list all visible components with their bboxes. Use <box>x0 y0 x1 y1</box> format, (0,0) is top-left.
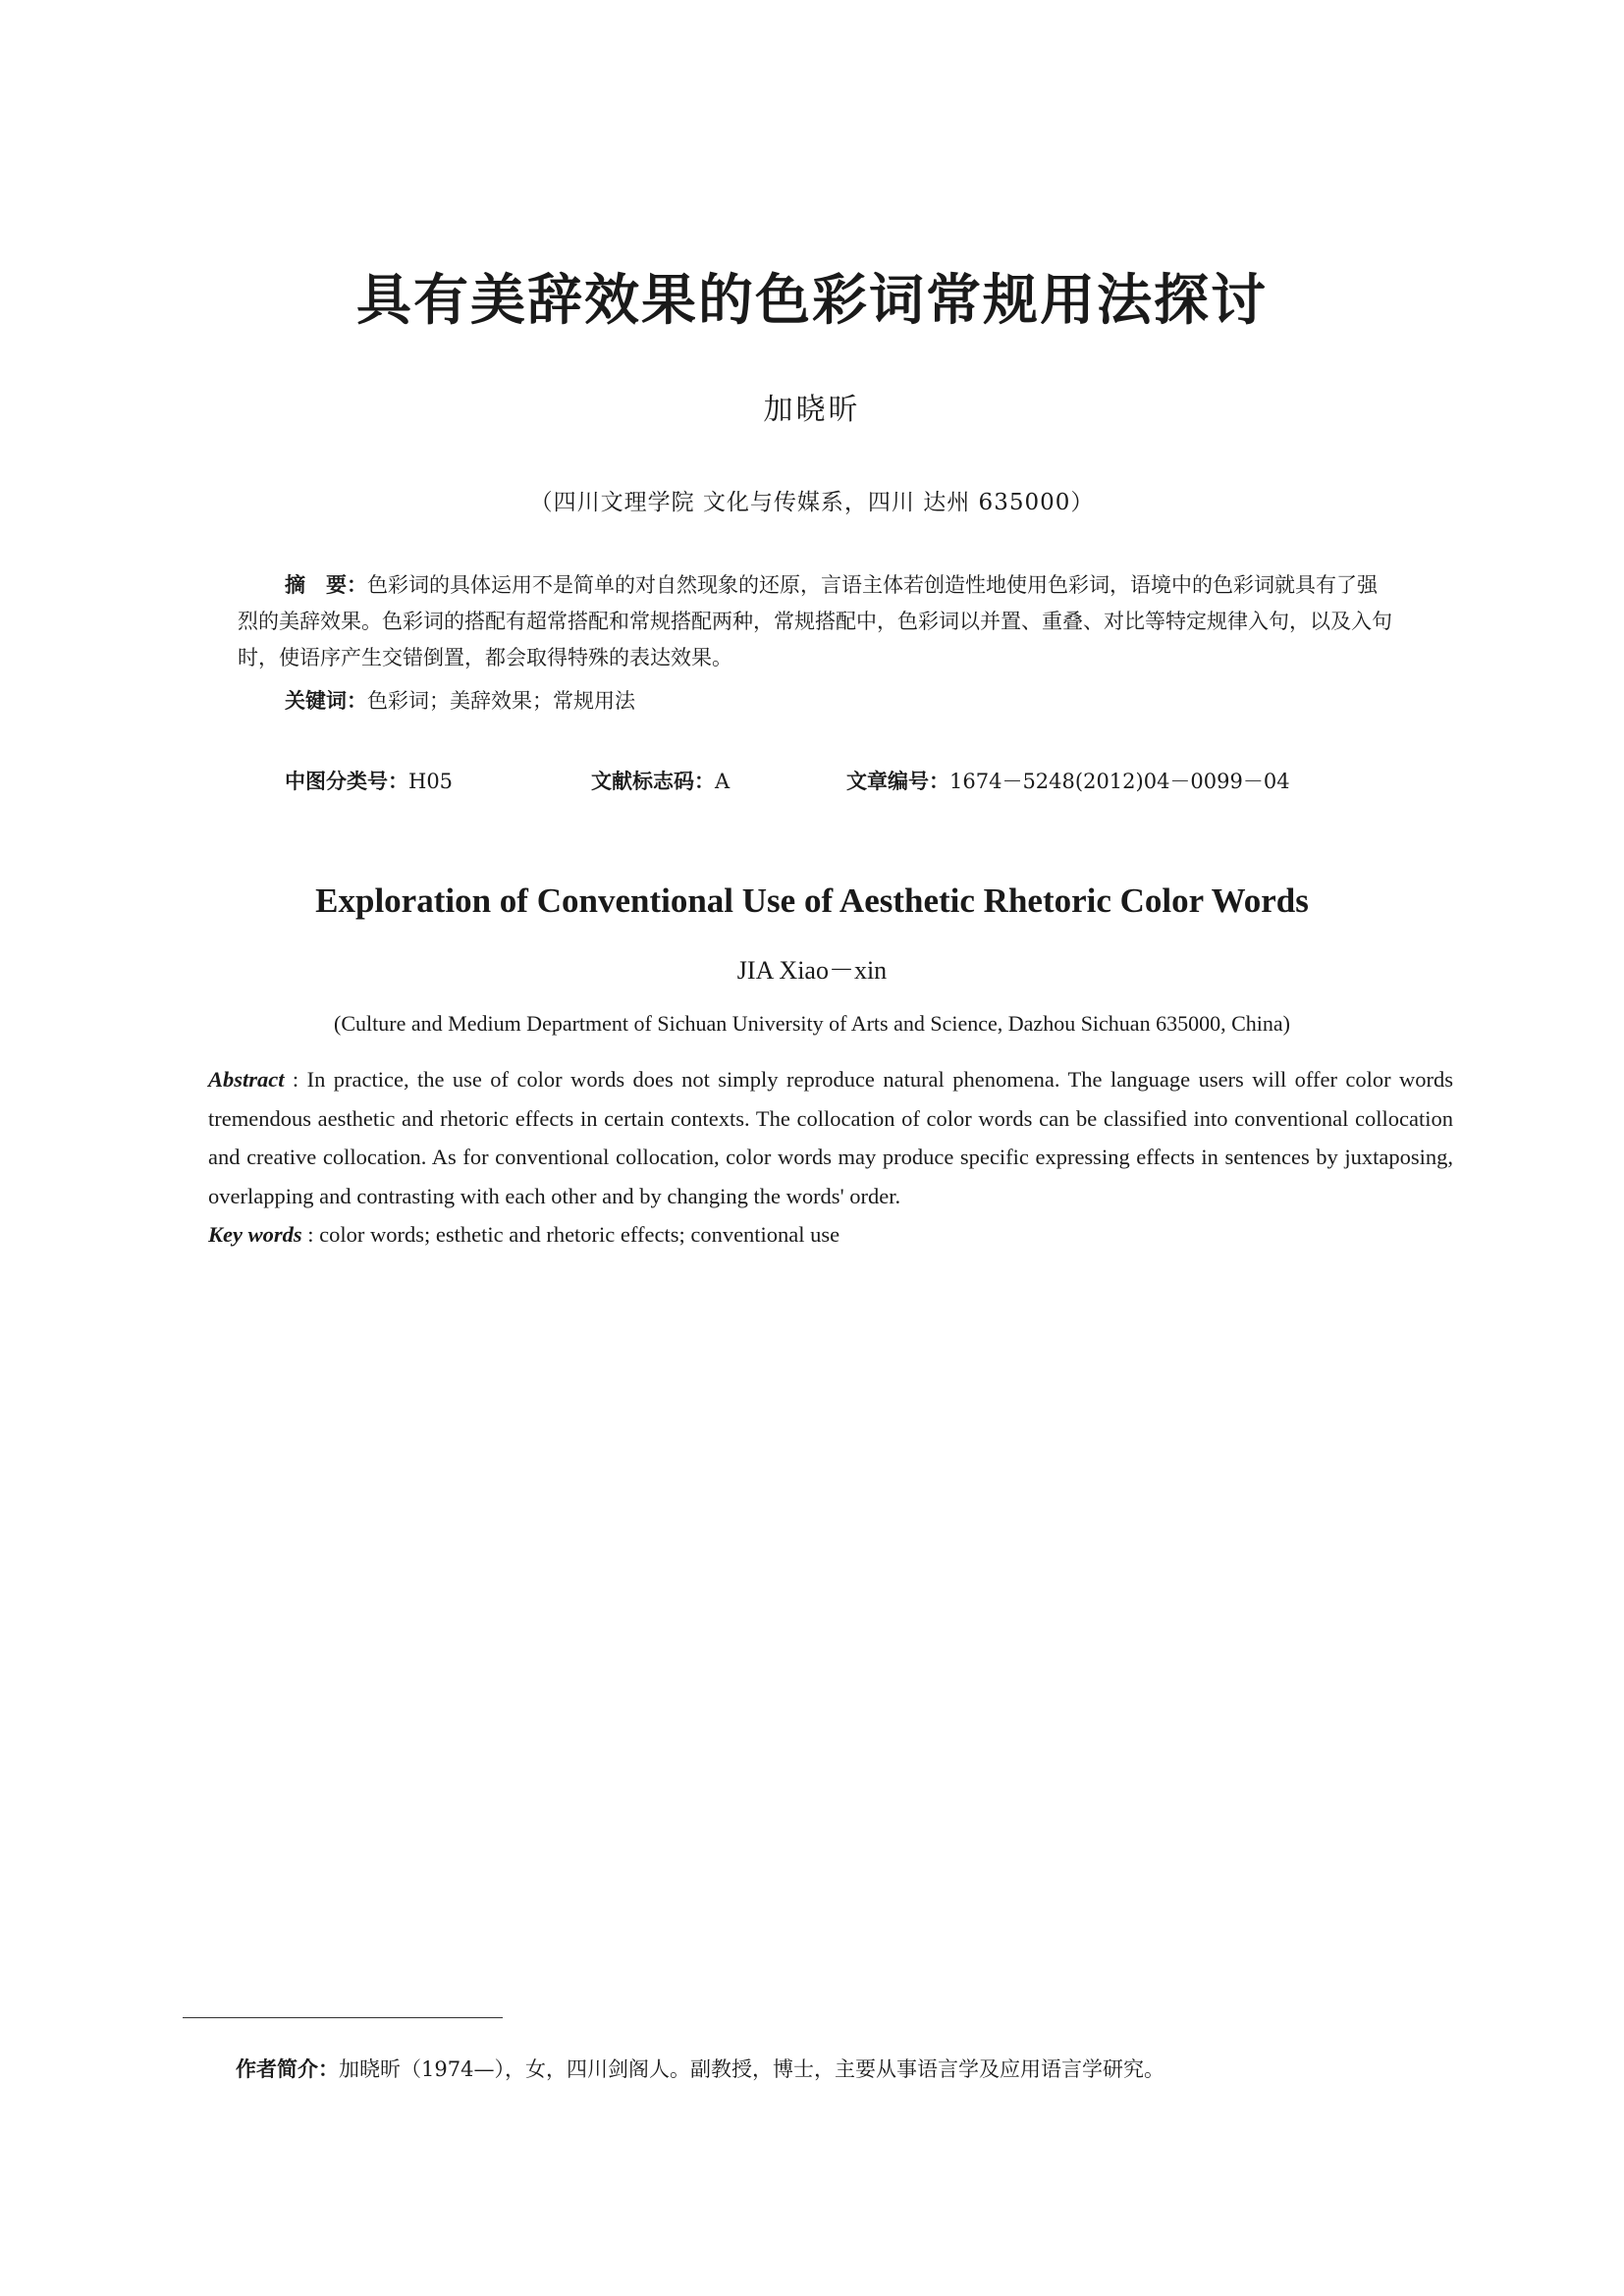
abstract-en-text: In practice, the use of color words does not simply reproduce natural phenomena. The language users will offer color words tremendous aesthetic and rhetoric effects in certain contexts. The collocation of color words can be classified into conventional collocation and creative collocation. As for conventional collocation, color words may produce specific expressing effects in sentences by juxtaposing, overlapping and contrasting with each other and by changing the words' order. <box>208 1067 1453 1208</box>
document-code-value: A <box>715 770 731 793</box>
footnote-label: 作者简介： <box>236 2057 339 2081</box>
clc-value: H05 <box>408 770 454 793</box>
affiliation-cn: （四川文理学院 文化与传媒系，四川 达州 635000） <box>529 490 1095 515</box>
clc-number <box>285 766 453 795</box>
article-number <box>846 766 1290 795</box>
keywords-en-label: Key words <box>208 1222 302 1247</box>
abstract-cn <box>238 567 1396 676</box>
abstract-cn-label: 摘 要： <box>285 573 367 597</box>
abstract-cn-text: 色彩词的具体运用不是简单的对自然现象的还原，言语主体若创造性地使用色彩词，语境中的色彩词就具有了强烈的美辞效果。色彩词的搭配有超常搭配和常规搭配两种，常规搭配中，色彩词以并置、重叠、对比等特定规律入句，以及入句时，使语序产生交错倒置，都会取得特殊的表达效果。 <box>238 573 1392 669</box>
author-name-en: JIA Xiao－xin <box>736 956 888 985</box>
keywords-cn-label: 关键词： <box>285 689 367 713</box>
keywords-en-text: color words; esthetic and rhetoric effects; conventional use <box>319 1222 840 1247</box>
document-code-label: 文献标志码： <box>591 770 715 793</box>
footnote-rule <box>183 2017 503 2018</box>
article-number-label: 文章编号： <box>846 770 949 793</box>
affiliation-en: (Culture and Medium Department of Sichuan University of Arts and Science, Dazhou Sichuan 635000, China) <box>334 1011 1290 1036</box>
article-number-value: 1674－5248(2012)04－0099－04 <box>949 770 1290 793</box>
keywords-cn <box>285 685 635 715</box>
footnote-text: 加晓昕（1974—），女，四川剑阁人。副教授，博士，主要从事语言学及应用语言学研究。 <box>339 2057 1164 2081</box>
abstract-en-label: Abstract <box>208 1067 285 1092</box>
paper-title-cn: 具有美辞效果的色彩词常规用法探讨 <box>356 269 1268 333</box>
keywords-cn-text: 色彩词；美辞效果；常规用法 <box>367 689 635 713</box>
clc-label: 中图分类号： <box>285 770 408 793</box>
abstract-en: Abstract : In practice, the use of color words does not simply reproduce natural phenomena. The language users will offer color words tremendous aesthetic and rhetoric effects in certain contexts. The collocation of color words can be classified into conventional collocation and creative collocation. As for conventional collocation, color words may produce specific expressing effects in sentences by juxtaposing, overlapping and contrasting with each other and by changing the words' order. Key words : color words; esthetic and rhetoric effects; conventional use <box>208 1067 1453 1247</box>
author-name-cn: 加晓昕 <box>763 393 861 427</box>
author-footnote <box>236 2054 1164 2083</box>
document-code <box>591 766 730 795</box>
paper-title-en: Exploration of Conventional Use of Aesthetic Rhetoric Color Words <box>315 881 1309 920</box>
